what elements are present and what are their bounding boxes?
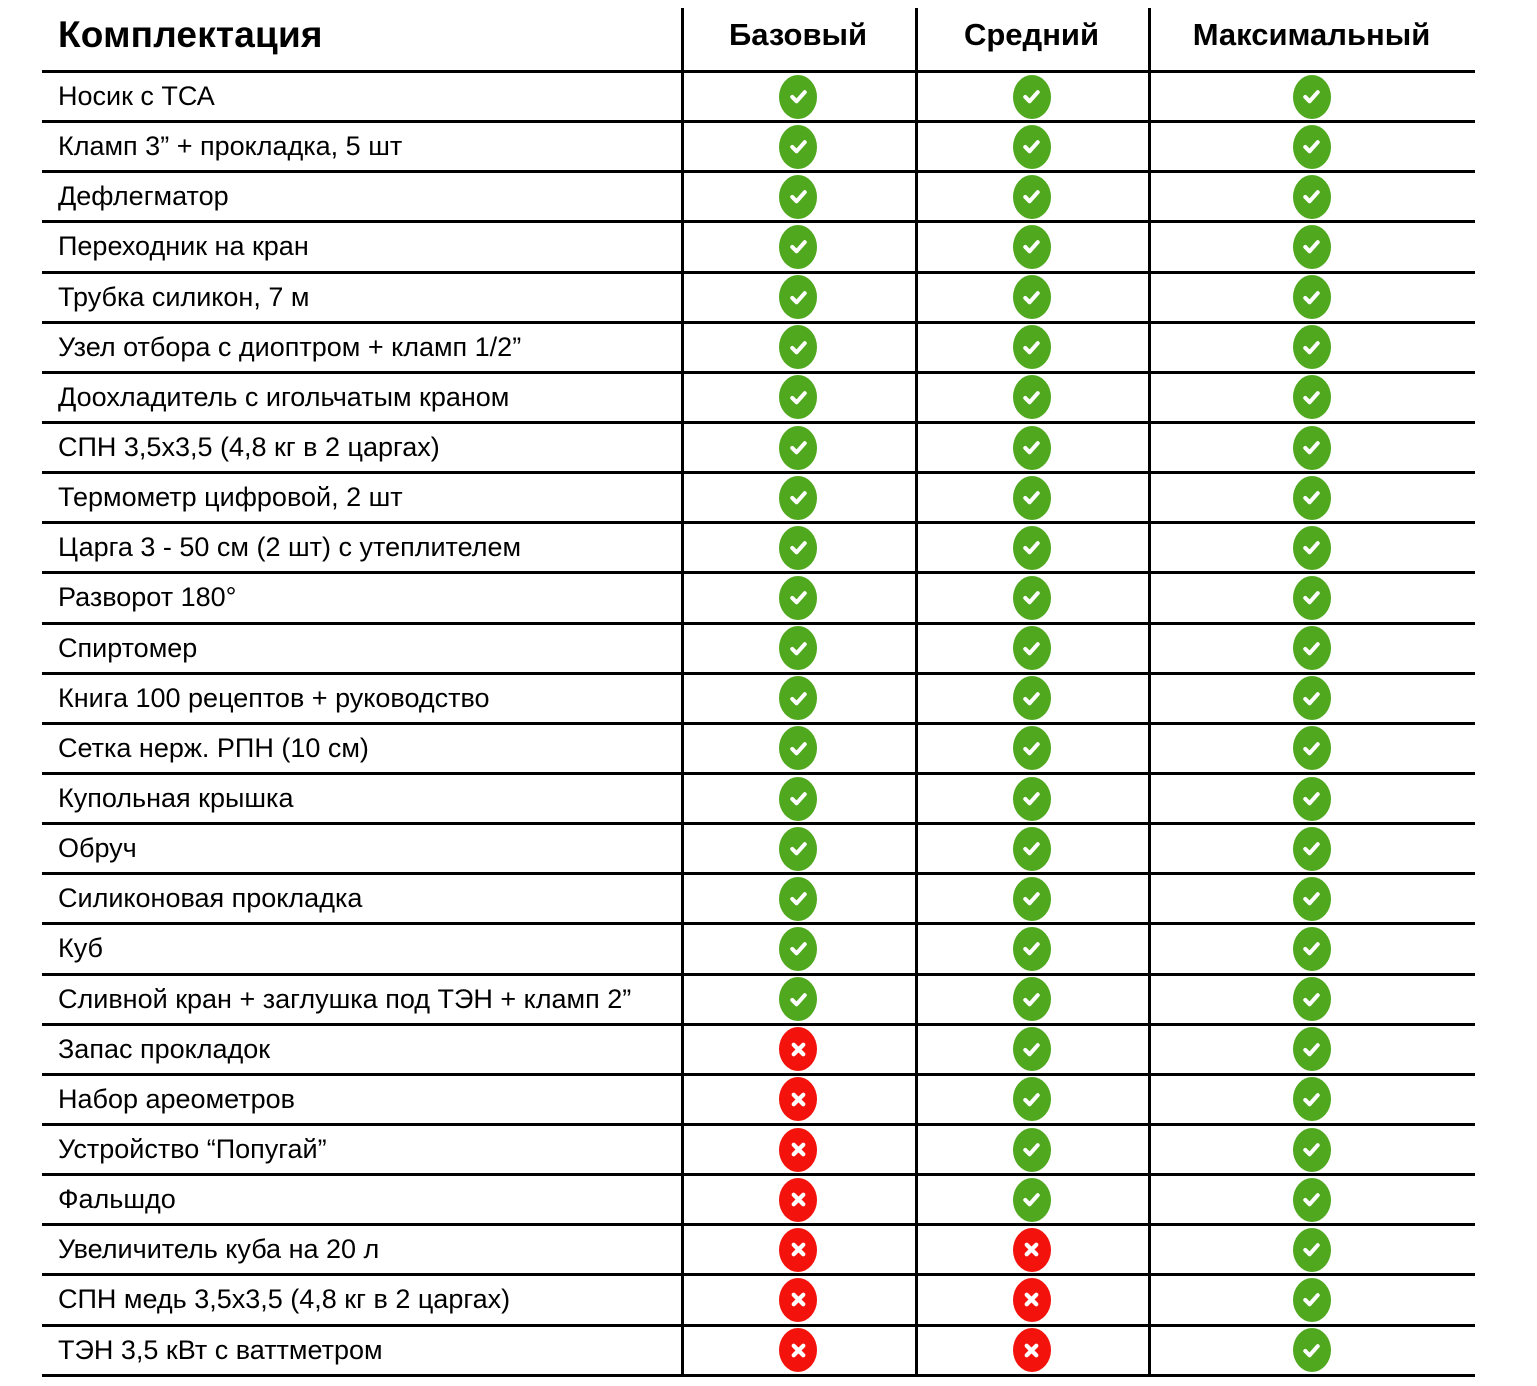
check-icon xyxy=(779,827,817,871)
plan-cell xyxy=(1148,777,1475,821)
table-row xyxy=(42,1026,1475,1076)
table-row xyxy=(42,1276,1475,1326)
plan-cell xyxy=(681,777,915,821)
check-icon xyxy=(779,726,817,770)
check-icon xyxy=(1293,1027,1331,1071)
plan-cell xyxy=(915,777,1148,821)
check-icon xyxy=(1013,526,1051,570)
row-label: Дефлегматор xyxy=(58,181,229,212)
check-icon xyxy=(1293,225,1331,269)
plan-cell xyxy=(681,576,915,620)
plan-cell xyxy=(1148,75,1475,119)
check-icon xyxy=(1013,1077,1051,1121)
check-icon xyxy=(779,626,817,670)
check-icon xyxy=(779,325,817,369)
check-icon xyxy=(1293,1278,1331,1322)
plan-cell xyxy=(681,1228,915,1272)
plan-cell xyxy=(915,375,1148,419)
plan-cell xyxy=(681,125,915,169)
cross-icon xyxy=(1013,1278,1051,1322)
plan-cell xyxy=(681,626,915,670)
plan-cell xyxy=(915,476,1148,520)
check-icon xyxy=(1293,676,1331,720)
table-row xyxy=(42,524,1475,574)
table-row xyxy=(42,1126,1475,1176)
plan-cell xyxy=(1148,1027,1475,1071)
plan-cell xyxy=(1148,1328,1475,1372)
check-icon xyxy=(779,927,817,971)
check-icon xyxy=(779,526,817,570)
row-label: Переходник на кран xyxy=(58,231,309,262)
row-label: Трубка силикон, 7 м xyxy=(58,281,310,312)
plan-cell xyxy=(1148,877,1475,921)
row-label: СПН медь 3,5х3,5 (4,8 кг в 2 царгах) xyxy=(58,1284,511,1315)
column-divider xyxy=(915,8,918,1377)
plan-cell xyxy=(1148,726,1475,770)
check-icon xyxy=(1293,175,1331,219)
column-header-max: Максимальный xyxy=(1192,17,1431,52)
check-icon xyxy=(1293,1178,1331,1222)
check-icon xyxy=(1013,676,1051,720)
check-icon xyxy=(1293,977,1331,1021)
plan-cell xyxy=(1148,526,1475,570)
plan-cell xyxy=(915,225,1148,269)
plan-cell xyxy=(915,1027,1148,1071)
plan-cell xyxy=(681,977,915,1021)
row-label: Устройство “Попугай” xyxy=(58,1134,327,1165)
plan-cell xyxy=(681,676,915,720)
plan-cell xyxy=(681,476,915,520)
check-icon xyxy=(1293,1077,1331,1121)
cross-icon xyxy=(1013,1228,1051,1272)
check-icon xyxy=(1293,526,1331,570)
table-row xyxy=(42,925,1475,975)
plan-cell xyxy=(915,877,1148,921)
check-icon xyxy=(1293,476,1331,520)
cross-icon xyxy=(779,1228,817,1272)
plan-cell xyxy=(681,1027,915,1071)
table-body xyxy=(42,73,1475,1377)
row-label: Сливной кран + заглушка под ТЭН + кламп 2” xyxy=(58,983,632,1014)
table-row xyxy=(42,1176,1475,1226)
table-row xyxy=(42,274,1475,324)
plan-cell xyxy=(1148,1128,1475,1172)
plan-cell xyxy=(681,75,915,119)
plan-cell xyxy=(681,426,915,470)
cross-icon xyxy=(779,1077,817,1121)
check-icon xyxy=(779,275,817,319)
check-icon xyxy=(1013,576,1051,620)
plan-cell xyxy=(1148,325,1475,369)
check-icon xyxy=(1293,1328,1331,1372)
check-icon xyxy=(1293,726,1331,770)
check-icon xyxy=(1013,726,1051,770)
plan-cell xyxy=(915,576,1148,620)
check-icon xyxy=(1013,426,1051,470)
cross-icon xyxy=(779,1178,817,1222)
check-icon xyxy=(1293,375,1331,419)
row-label: Силиконовая прокладка xyxy=(58,883,363,914)
column-divider xyxy=(681,8,684,1377)
row-label: Обруч xyxy=(58,833,137,864)
row-label: Куб xyxy=(58,933,103,964)
check-icon xyxy=(1013,877,1051,921)
check-icon xyxy=(1013,325,1051,369)
row-label: Узел отбора с диоптром + кламп 1/2” xyxy=(58,331,522,362)
table-row xyxy=(42,1076,1475,1126)
check-icon xyxy=(1293,1228,1331,1272)
row-label: Кламп 3” + прокладка, 5 шт xyxy=(58,131,403,162)
plan-cell xyxy=(915,977,1148,1021)
row-label: Царга 3 - 50 см (2 шт) с утеплителем xyxy=(58,532,522,563)
check-icon xyxy=(1013,75,1051,119)
check-icon xyxy=(1013,225,1051,269)
table-row xyxy=(42,324,1475,374)
plan-cell xyxy=(1148,927,1475,971)
check-icon xyxy=(1293,827,1331,871)
plan-cell xyxy=(1148,676,1475,720)
check-icon xyxy=(1293,927,1331,971)
check-icon xyxy=(779,375,817,419)
check-icon xyxy=(1013,175,1051,219)
plan-cell xyxy=(681,726,915,770)
column-header-basic: Базовый xyxy=(728,17,868,52)
check-icon xyxy=(779,175,817,219)
row-label: Купольная крышка xyxy=(58,783,294,814)
plan-cell xyxy=(681,225,915,269)
row-label: Фальшдо xyxy=(58,1184,176,1215)
table-row xyxy=(42,625,1475,675)
table-row xyxy=(42,875,1475,925)
check-icon xyxy=(779,225,817,269)
plan-cell xyxy=(915,1077,1148,1121)
plan-cell xyxy=(681,175,915,219)
row-label: Книга 100 рецептов + руководство xyxy=(58,682,490,713)
check-icon xyxy=(1013,476,1051,520)
column-header-medium: Средний xyxy=(963,17,1100,52)
plan-cell xyxy=(1148,1278,1475,1322)
check-icon xyxy=(1293,626,1331,670)
plan-cell xyxy=(915,626,1148,670)
plan-cell xyxy=(1148,125,1475,169)
cross-icon xyxy=(779,1027,817,1071)
plan-cell xyxy=(915,726,1148,770)
plan-cell xyxy=(1148,275,1475,319)
plan-cell xyxy=(915,125,1148,169)
check-icon xyxy=(779,777,817,821)
check-icon xyxy=(779,476,817,520)
plan-cell xyxy=(1148,827,1475,871)
check-icon xyxy=(1013,375,1051,419)
plan-cell xyxy=(915,676,1148,720)
plan-cell xyxy=(915,927,1148,971)
check-icon xyxy=(1293,125,1331,169)
plan-cell xyxy=(1148,626,1475,670)
plan-cell xyxy=(681,1278,915,1322)
row-label: Спиртомер xyxy=(58,632,198,663)
row-label: Носик с ТСА xyxy=(58,81,215,112)
row-label: Разворот 180° xyxy=(58,582,237,613)
plan-cell xyxy=(915,1328,1148,1372)
plan-cell xyxy=(681,1077,915,1121)
plan-cell xyxy=(681,877,915,921)
plan-cell xyxy=(915,175,1148,219)
feature-column-header: Комплектация xyxy=(58,14,323,55)
plan-cell xyxy=(681,375,915,419)
plan-cell xyxy=(1148,476,1475,520)
check-icon xyxy=(1013,977,1051,1021)
plan-cell xyxy=(681,927,915,971)
plan-cell xyxy=(915,1278,1148,1322)
check-icon xyxy=(1293,777,1331,821)
table-row xyxy=(42,574,1475,624)
plan-cell xyxy=(1148,225,1475,269)
table-row xyxy=(42,474,1475,524)
row-label: СПН 3,5х3,5 (4,8 кг в 2 царгах) xyxy=(58,432,440,463)
comparison-table xyxy=(42,0,1475,1377)
cross-icon xyxy=(779,1278,817,1322)
check-icon xyxy=(1013,777,1051,821)
check-icon xyxy=(1293,576,1331,620)
check-icon xyxy=(779,877,817,921)
check-icon xyxy=(1013,1128,1051,1172)
table-row xyxy=(42,223,1475,273)
table-header xyxy=(42,0,1475,73)
table-row xyxy=(42,73,1475,123)
check-icon xyxy=(1293,275,1331,319)
plan-cell xyxy=(915,526,1148,570)
check-icon xyxy=(1013,275,1051,319)
table-row xyxy=(42,123,1475,173)
table-row xyxy=(42,173,1475,223)
plan-cell xyxy=(681,1328,915,1372)
plan-cell xyxy=(681,526,915,570)
row-label: Термометр цифровой, 2 шт xyxy=(58,482,403,513)
plan-cell xyxy=(915,1128,1148,1172)
plan-cell xyxy=(1148,175,1475,219)
check-icon xyxy=(1293,426,1331,470)
plan-cell xyxy=(915,1228,1148,1272)
plan-cell xyxy=(915,426,1148,470)
cross-icon xyxy=(779,1128,817,1172)
cross-icon xyxy=(1013,1328,1051,1372)
row-label: Запас прокладок xyxy=(58,1033,271,1064)
row-label: Сетка нерж. РПН (10 см) xyxy=(58,732,369,763)
check-icon xyxy=(779,75,817,119)
check-icon xyxy=(779,125,817,169)
check-icon xyxy=(1013,827,1051,871)
plan-cell xyxy=(1148,426,1475,470)
plan-cell xyxy=(681,1178,915,1222)
table-row xyxy=(42,374,1475,424)
plan-cell xyxy=(915,75,1148,119)
check-icon xyxy=(1293,75,1331,119)
plan-cell xyxy=(681,275,915,319)
check-icon xyxy=(779,977,817,1021)
check-icon xyxy=(1293,325,1331,369)
plan-cell xyxy=(915,827,1148,871)
check-icon xyxy=(1013,626,1051,670)
plan-cell xyxy=(915,275,1148,319)
table-row xyxy=(42,825,1475,875)
check-icon xyxy=(1013,125,1051,169)
plan-cell xyxy=(681,1128,915,1172)
row-label: ТЭН 3,5 кВт с ваттметром xyxy=(58,1334,383,1365)
plan-cell xyxy=(681,325,915,369)
check-icon xyxy=(779,576,817,620)
check-icon xyxy=(1013,1178,1051,1222)
cross-icon xyxy=(779,1328,817,1372)
plan-cell xyxy=(1148,1178,1475,1222)
plan-cell xyxy=(1148,977,1475,1021)
table-row xyxy=(42,1226,1475,1276)
plan-cell xyxy=(1148,1077,1475,1121)
plan-cell xyxy=(681,827,915,871)
column-divider xyxy=(1148,8,1151,1377)
plan-cell xyxy=(915,1178,1148,1222)
check-icon xyxy=(1293,877,1331,921)
table-row xyxy=(42,775,1475,825)
check-icon xyxy=(1013,1027,1051,1071)
table-row xyxy=(42,675,1475,725)
table-row xyxy=(42,725,1475,775)
table-row xyxy=(42,1327,1475,1377)
plan-cell xyxy=(1148,1228,1475,1272)
table-row xyxy=(42,424,1475,474)
plan-cell xyxy=(915,325,1148,369)
plan-cell xyxy=(1148,576,1475,620)
plan-cell xyxy=(1148,375,1475,419)
check-icon xyxy=(779,676,817,720)
check-icon xyxy=(779,426,817,470)
row-label: Набор ареометров xyxy=(58,1083,296,1114)
check-icon xyxy=(1293,1128,1331,1172)
check-icon xyxy=(1013,927,1051,971)
row-label: Доохладитель с игольчатым краном xyxy=(58,381,510,412)
table-row xyxy=(42,976,1475,1026)
row-label: Увеличитель куба на 20 л xyxy=(58,1234,380,1265)
